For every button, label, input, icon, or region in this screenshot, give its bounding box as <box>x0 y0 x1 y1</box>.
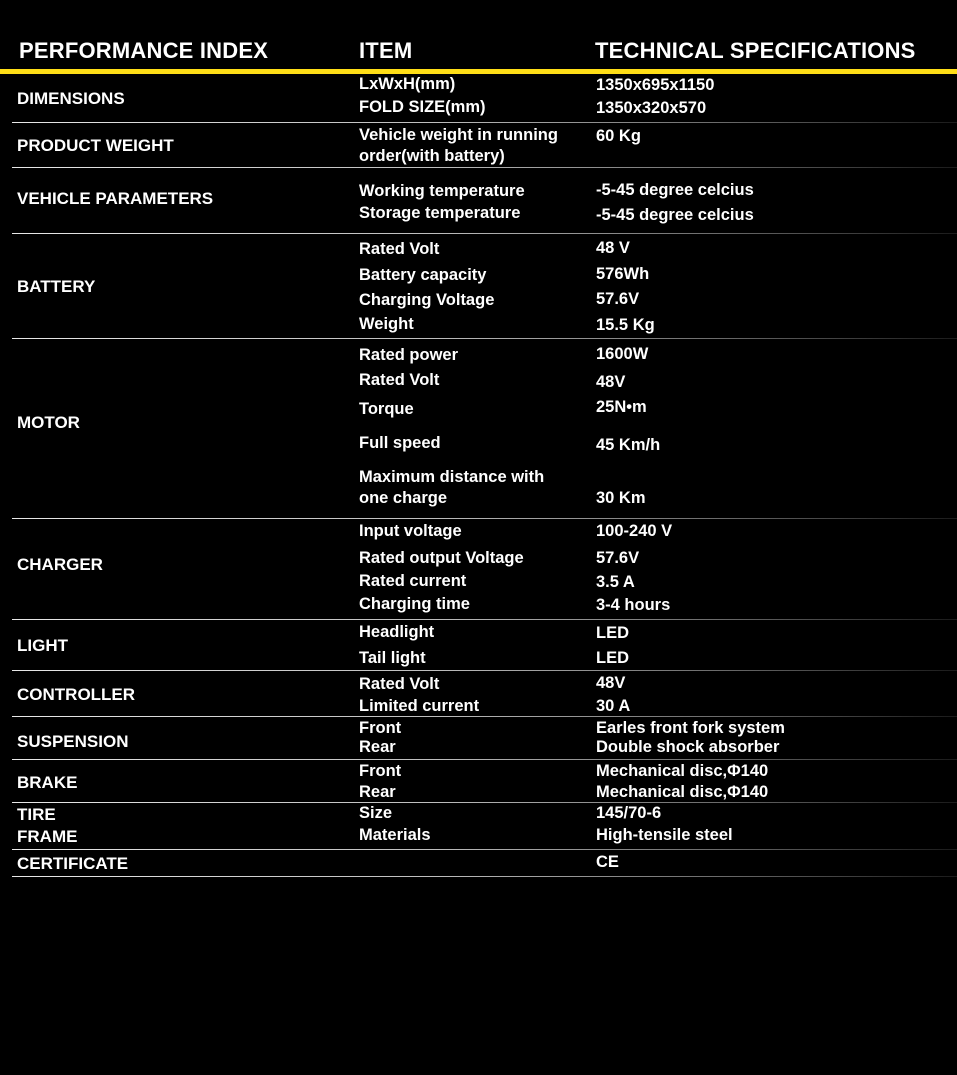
spec-value: LED <box>596 649 629 667</box>
row-motor <box>12 339 957 519</box>
category-label: PRODUCT WEIGHT <box>17 136 174 155</box>
category-label: MOTOR <box>17 413 80 432</box>
item-label: Battery capacity <box>359 266 487 284</box>
spec-value: CE <box>596 853 619 871</box>
row-battery <box>12 234 957 339</box>
header-performance-index: PERFORMANCE INDEX <box>19 38 269 63</box>
item-label: Working temperature <box>359 182 525 200</box>
category-label: CHARGER <box>17 555 103 574</box>
row-product-weight <box>12 123 957 168</box>
row-tire <box>12 803 957 825</box>
header-item: ITEM <box>359 38 413 63</box>
spec-value: 1350x320x570 <box>596 99 707 117</box>
item-label: Input voltage <box>359 522 462 540</box>
spec-value: -5-45 degree celcius <box>596 181 754 199</box>
item-label: Headlight <box>359 623 435 641</box>
spec-value: 48V <box>596 373 626 391</box>
spec-value: 45 Km/h <box>596 436 661 454</box>
item-label: Rated power <box>359 346 459 364</box>
item-label: Size <box>359 804 393 822</box>
spec-value: Double shock absorber <box>596 738 780 756</box>
item-label: Rated Volt <box>359 240 440 258</box>
item-label: FOLD SIZE(mm) <box>359 98 486 116</box>
spec-value: 48V <box>596 674 626 692</box>
item-label: Maximum distance with <box>359 468 545 486</box>
row-controller <box>12 671 957 717</box>
category-label: CERTIFICATE <box>17 854 129 873</box>
category-label: SUSPENSION <box>17 732 129 751</box>
item-label: Rated Volt <box>359 675 440 693</box>
item-label: Full speed <box>359 434 441 452</box>
row-light <box>12 620 957 671</box>
item-label: Materials <box>359 826 431 844</box>
item-label: Vehicle weight in running <box>359 126 558 144</box>
item-label: Rated current <box>359 572 467 590</box>
spec-value: 145/70-6 <box>596 804 662 822</box>
category-label: BATTERY <box>17 277 96 296</box>
category-label: FRAME <box>17 827 78 846</box>
spec-value: 1600W <box>596 345 649 363</box>
row-certificate <box>12 850 957 877</box>
item-label: Limited current <box>359 697 480 715</box>
row-suspension <box>12 717 957 760</box>
spec-value: LED <box>596 624 629 642</box>
category-label: BRAKE <box>17 773 78 792</box>
row-frame <box>12 825 957 850</box>
spec-value: 30 Km <box>596 489 646 507</box>
item-label: Rated output Voltage <box>359 549 524 567</box>
spec-value: 3-4 hours <box>596 596 671 614</box>
spec-value: 100-240 V <box>596 522 673 540</box>
item-label: order(with battery) <box>359 147 505 165</box>
category-label: CONTROLLER <box>17 685 136 704</box>
item-label: Rear <box>359 738 396 756</box>
header-technical-specifications: TECHNICAL SPECIFICATIONS <box>595 38 916 63</box>
category-label: VEHICLE PARAMETERS <box>17 189 214 208</box>
item-label: one charge <box>359 489 448 507</box>
item-label: Weight <box>359 315 414 333</box>
row-vehicle-parameters <box>12 168 957 234</box>
spec-value: High-tensile steel <box>596 826 733 844</box>
row-charger <box>12 519 957 620</box>
spec-value: 1350x695x1150 <box>596 76 715 94</box>
item-label: Front <box>359 762 402 780</box>
category-label: DIMENSIONS <box>17 89 125 108</box>
item-label: Torque <box>359 400 414 418</box>
item-label: Front <box>359 719 402 737</box>
category-label: LIGHT <box>17 636 68 655</box>
row-brake <box>12 760 957 803</box>
spec-value: Mechanical disc,Φ140 <box>596 783 769 801</box>
spec-value: 3.5 A <box>596 573 635 591</box>
item-label: Tail light <box>359 649 426 667</box>
spec-value: Mechanical disc,Φ140 <box>596 762 769 780</box>
spec-value: 15.5 Kg <box>596 316 655 334</box>
item-label: Charging time <box>359 595 470 613</box>
spec-value: 60 Kg <box>596 127 641 145</box>
spec-value: 48 V <box>596 239 630 257</box>
table-header <box>0 0 957 72</box>
spec-value: 25N•m <box>596 398 647 416</box>
row-dimensions <box>12 74 957 123</box>
spec-value: Earles front fork system <box>596 719 785 737</box>
item-label: Rated Volt <box>359 371 440 389</box>
item-label: Rear <box>359 783 396 801</box>
item-label: Charging Voltage <box>359 291 495 309</box>
spec-value: 57.6V <box>596 290 640 308</box>
spec-value: 30 A <box>596 697 631 715</box>
item-label: LxWxH(mm) <box>359 75 456 93</box>
spec-value: 57.6V <box>596 549 640 567</box>
spec-value: 576Wh <box>596 265 650 283</box>
item-label: Storage temperature <box>359 204 521 222</box>
spec-value: -5-45 degree celcius <box>596 206 754 224</box>
category-label: TIRE <box>17 805 56 824</box>
